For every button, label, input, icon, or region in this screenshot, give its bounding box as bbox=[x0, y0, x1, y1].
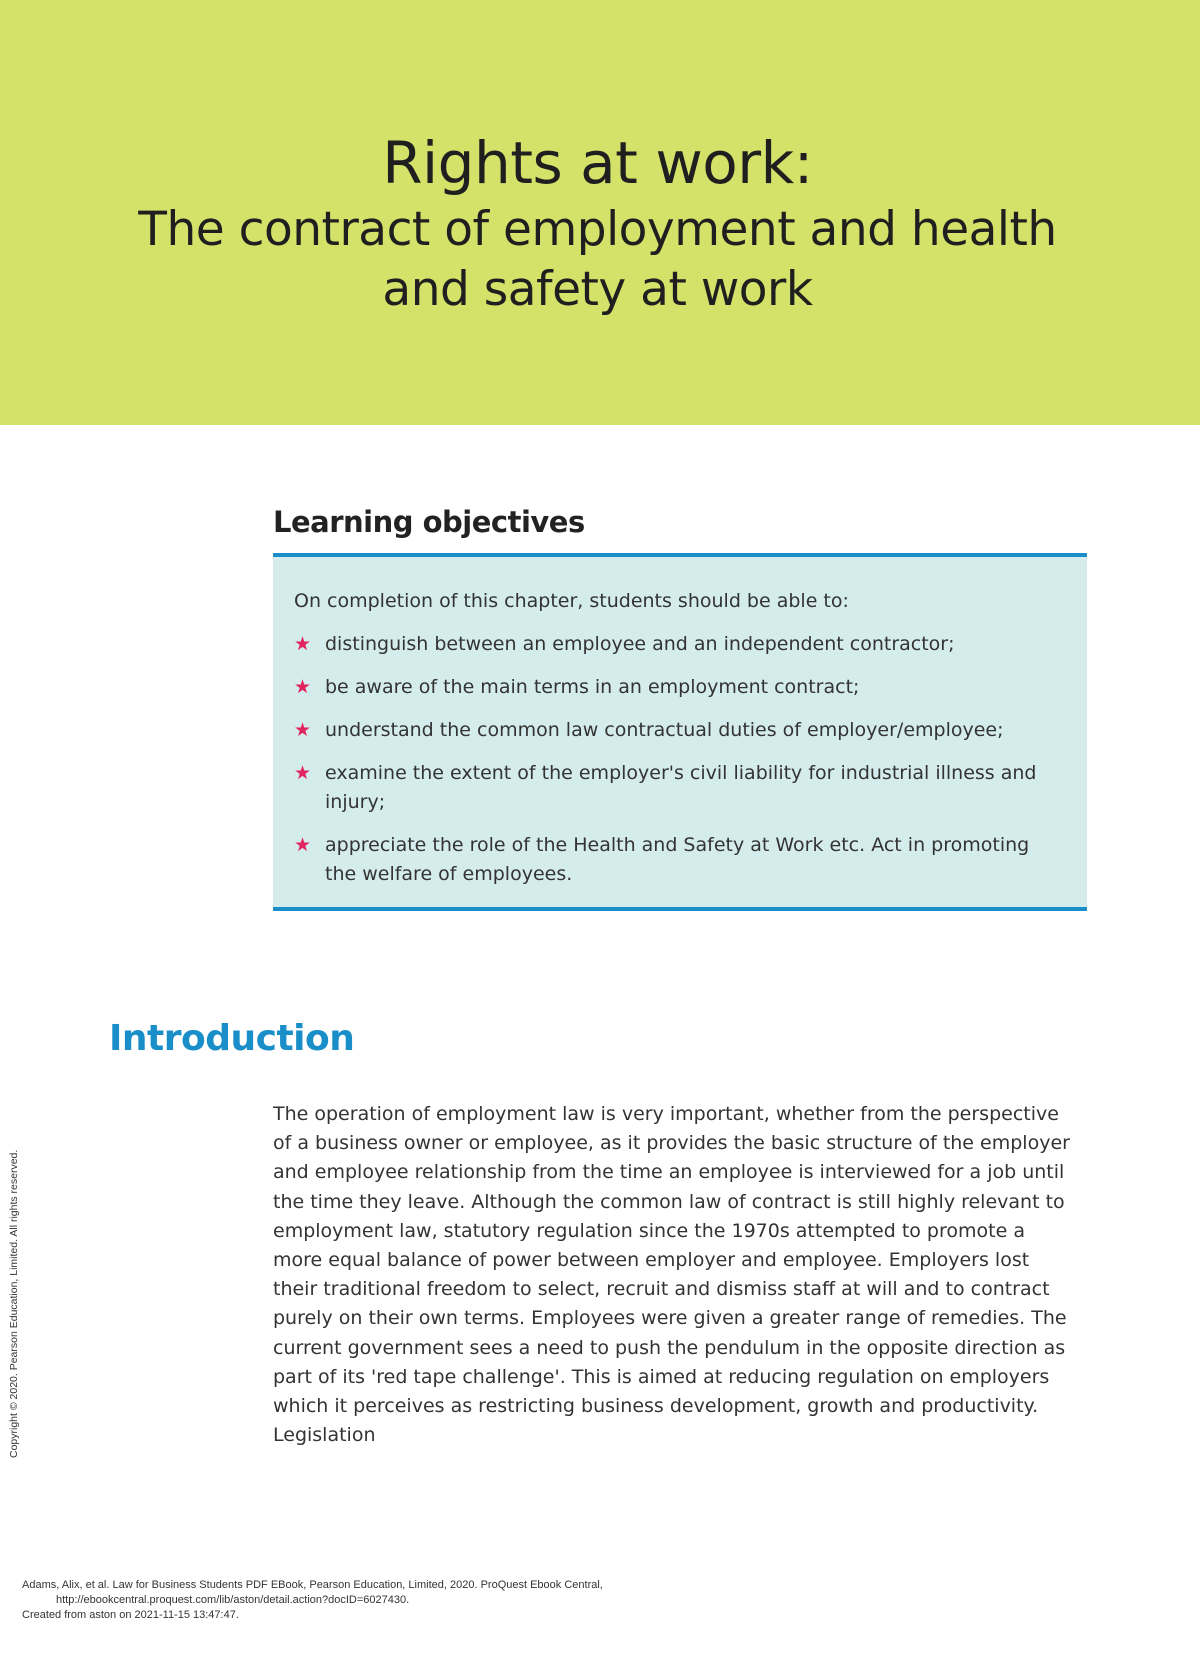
red-star-icon: ★ bbox=[294, 762, 312, 784]
citation-url[interactable]: http://ebookcentral.proquest.com/lib/aston/detail.action?docID=6027430. bbox=[56, 1594, 410, 1606]
chapter-header-band bbox=[0, 0, 1200, 425]
introduction-body: The operation of employment law is very important, whether from the perspective of a business owner or employee, as it provides the basic structure of the employer and employee relationship from the time an employee is interviewed for a job until the time they leave. Although the common law of contract is still highly relevant to employment law, statutory regulation since the 1970s attempted to promote a more equal balance of power between employer and employee. Employers lost their traditional freedom to select, recruit and dismiss staff at will and to contract purely on their own terms. Employees were given a greater range of remedies. The current government sees a need to push the pendulum in the opposite direction as part of its 'red tape challenge'. This is aimed at reducing regulation on employers which it perceives as restricting business development, growth and productivity. Legislation bbox=[273, 1103, 1070, 1447]
chapter-title: Rights at work: bbox=[382, 129, 813, 197]
red-star-icon: ★ bbox=[294, 633, 312, 655]
citation-line-1: Adams, Alix, et al. Law for Business Students PDF EBook, Pearson Education, Limited, 2020. ProQuest Ebook Central, bbox=[22, 1579, 603, 1591]
chapter-subtitle-line-2: and safety at work bbox=[382, 262, 813, 317]
copyright-notice: Copyright © 2020. Pearson Education, Limited. All rights reserved. bbox=[8, 1149, 20, 1458]
learning-objective-item bbox=[294, 630, 1064, 659]
learning-objective-text: examine the extent of the employer's civil liability for industrial illness and injury; bbox=[325, 762, 1037, 813]
chapter-subtitle bbox=[0, 200, 1195, 320]
learning-objective-text: appreciate the role of the Health and Safety at Work etc. Act in promoting the welfare of employees. bbox=[325, 834, 1030, 885]
citation-footer bbox=[22, 1578, 603, 1623]
red-star-icon: ★ bbox=[294, 834, 312, 856]
chapter-subtitle-line-1: The contract of employment and health bbox=[138, 202, 1057, 257]
learning-objectives-intro: On completion of this chapter, students should be able to: bbox=[294, 590, 849, 612]
learning-objective-item bbox=[294, 716, 1064, 745]
red-star-icon: ★ bbox=[294, 676, 312, 698]
learning-objectives-heading: Learning objectives bbox=[273, 505, 585, 539]
learning-objective-item bbox=[294, 759, 1064, 817]
citation-created-line: Created from aston on 2021-11-15 13:47:47. bbox=[22, 1609, 239, 1621]
learning-objective-text: be aware of the main terms in an employment contract; bbox=[325, 676, 860, 698]
learning-objective-item bbox=[294, 831, 1064, 889]
learning-objective-text: understand the common law contractual duties of employer/employee; bbox=[325, 719, 1004, 741]
learning-objective-text: distinguish between an employee and an independent contractor; bbox=[325, 633, 955, 655]
learning-objectives-list bbox=[294, 630, 1064, 903]
learning-objective-item bbox=[294, 673, 1064, 702]
red-star-icon: ★ bbox=[294, 719, 312, 741]
learning-objectives-box bbox=[273, 553, 1087, 911]
introduction-heading: Introduction bbox=[109, 1018, 355, 1059]
